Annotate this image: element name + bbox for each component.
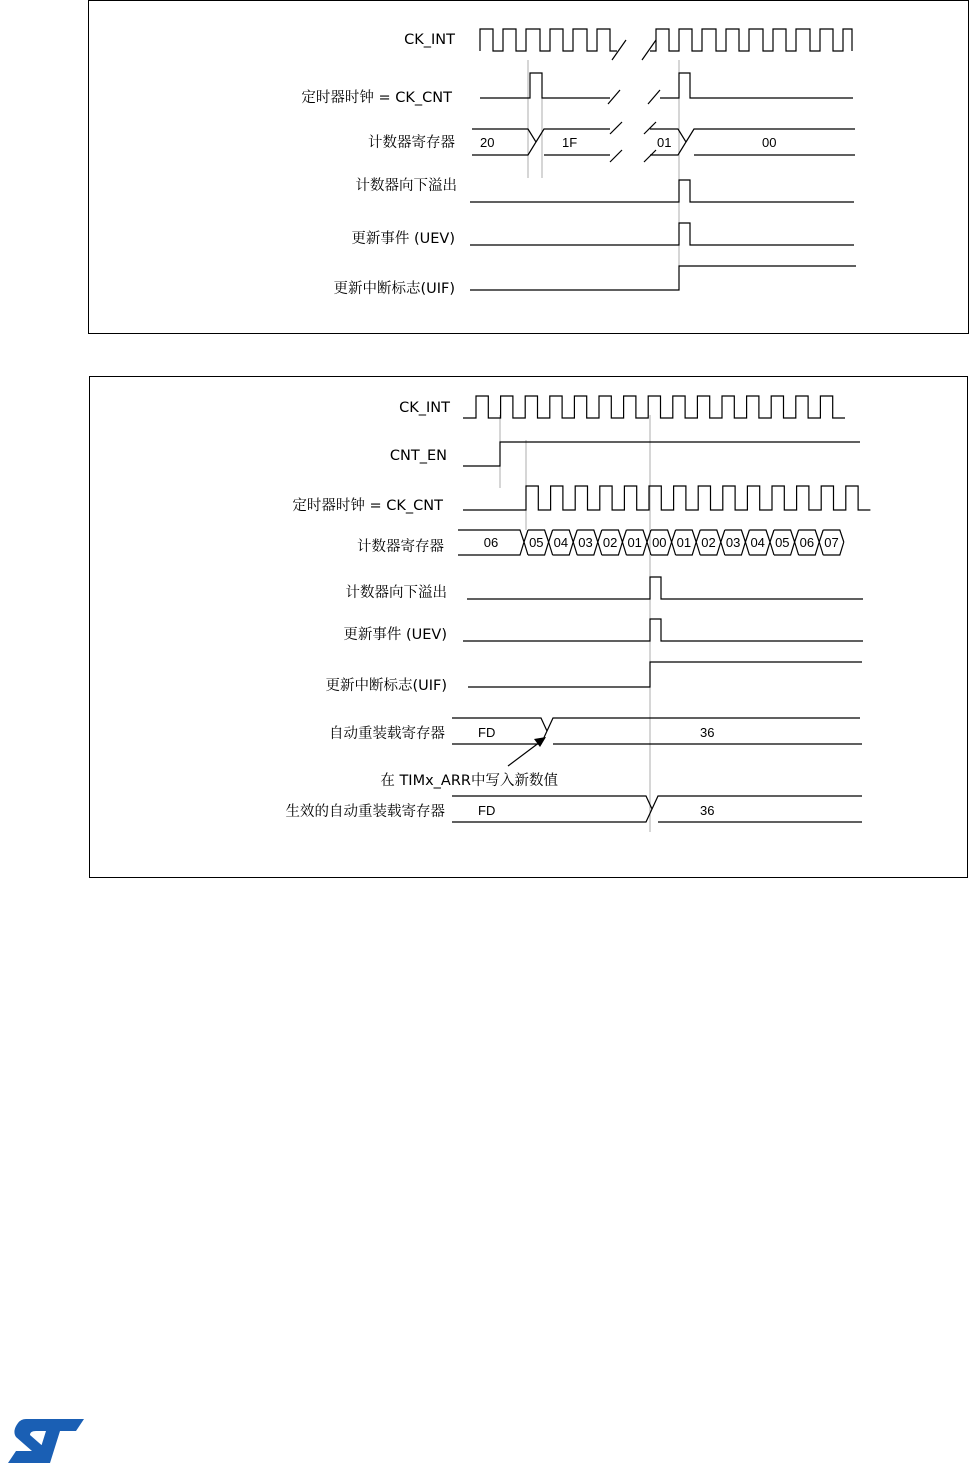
label-update-event-1: 更新事件 (UEV) — [351, 231, 455, 247]
counter-value: 04 — [553, 535, 569, 550]
ck-int-wave — [463, 396, 845, 418]
counter-value: 01 — [676, 535, 692, 550]
label-ck-int-1: CK_INT — [404, 32, 455, 48]
st-logo-icon — [6, 1417, 86, 1465]
counter-value: 20 — [480, 135, 495, 150]
uif-wave — [468, 662, 862, 687]
label-effective-auto-reload-register: 生效的自动重装载寄存器 — [285, 804, 445, 820]
label-counter-register-1: 计数器寄存器 — [368, 135, 455, 151]
counter-value: 04 — [750, 535, 765, 550]
counter-value: 03 — [578, 535, 593, 550]
counter-value: 07 — [824, 535, 839, 550]
underflow-wave — [467, 577, 863, 599]
label-update-interrupt-flag-2: 更新中断标志(UIF) — [325, 678, 447, 694]
counter-value: 02 — [602, 535, 618, 550]
label-ck-int-2: CK_INT — [399, 400, 450, 416]
uev-wave — [463, 619, 863, 641]
counter-value: 01 — [627, 535, 642, 550]
arr-shadow-value: FD — [478, 803, 496, 818]
label-update-interrupt-flag-1: 更新中断标志(UIF) — [333, 281, 455, 297]
arr-bus — [452, 718, 862, 744]
label-counter-register-2: 计数器寄存器 — [357, 539, 444, 555]
arr-shadow-bus — [452, 796, 862, 822]
counter-value: 03 — [725, 535, 741, 550]
label-timer-clock-1: 定时器时钟 = CK_CNT — [301, 90, 452, 106]
counter-value: 02 — [701, 535, 716, 550]
arr-shadow-value: 36 — [700, 803, 715, 818]
counter-value: 05 — [529, 535, 544, 550]
cnt-en-wave — [463, 442, 860, 466]
counter-value: 05 — [775, 535, 790, 550]
annotation-arrow — [508, 742, 540, 766]
counter-value: 1F — [562, 135, 578, 150]
counter-value: 01 — [657, 135, 672, 150]
counter-value: 00 — [762, 135, 777, 150]
label-counter-underflow-2: 计数器向下溢出 — [345, 585, 447, 601]
label-cnt-en: CNT_EN — [389, 448, 447, 464]
counter-value: 06 — [799, 535, 815, 550]
counter-value: 00 — [652, 535, 667, 550]
counter-value: 06 — [483, 535, 499, 550]
label-update-event-2: 更新事件 (UEV) — [343, 627, 447, 643]
label-timer-clock-2: 定时器时钟 = CK_CNT — [292, 498, 443, 514]
counter-bus — [458, 530, 844, 555]
annotation-write-arr: 在 TIMx_ARR中写入新数值 — [380, 773, 558, 789]
label-auto-reload-register: 自动重装载寄存器 — [329, 726, 445, 742]
label-counter-underflow-1: 计数器向下溢出 — [355, 178, 457, 194]
arr-value: FD — [478, 725, 496, 740]
timer-clock-wave — [463, 486, 870, 510]
arr-value: 36 — [700, 725, 715, 740]
